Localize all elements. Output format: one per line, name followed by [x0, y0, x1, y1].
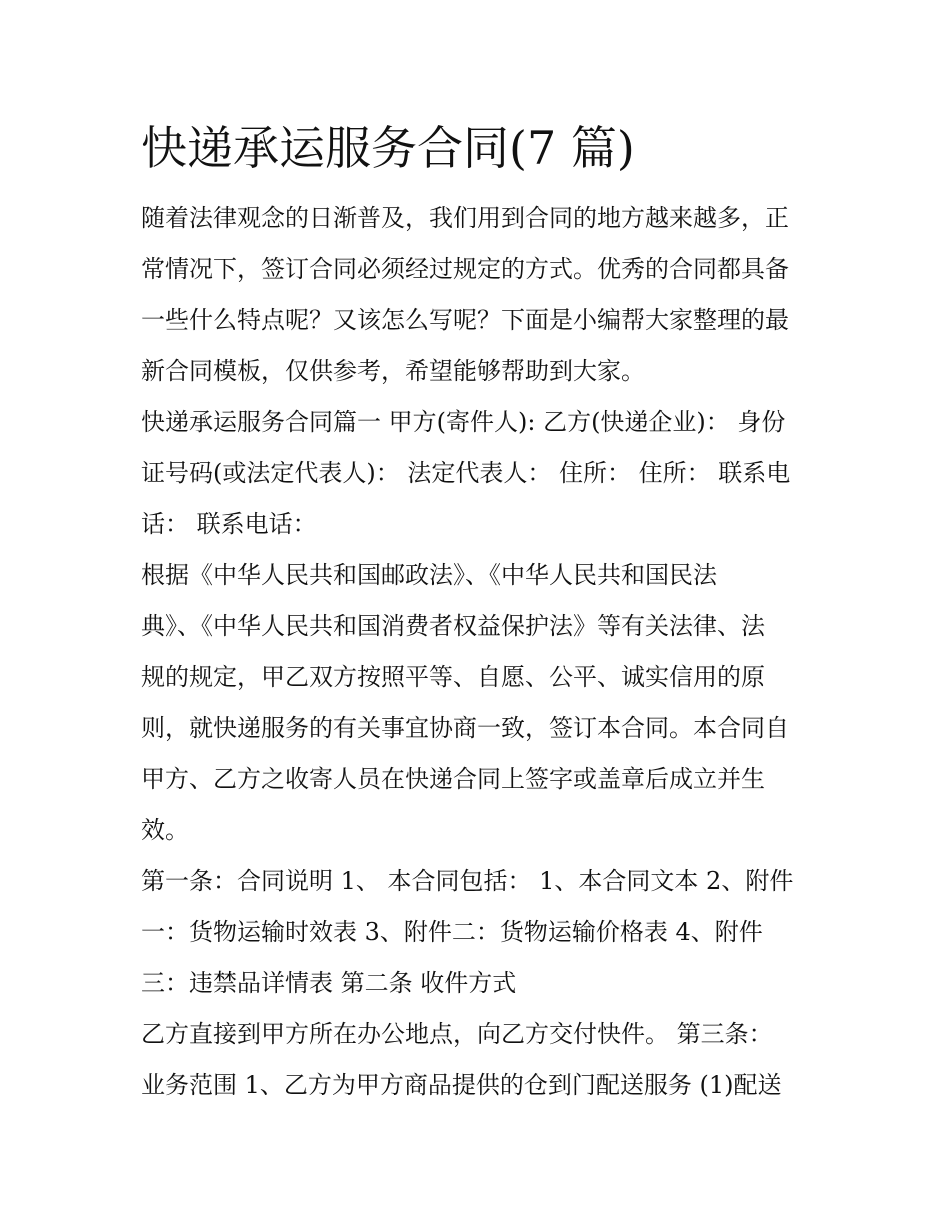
text-line: 快递承运服务合同篇一 甲方(寄件人): 乙方(快递企业)： 身份 — [141, 408, 786, 436]
paragraph-parties — [141, 397, 813, 550]
text-line: 效。 — [141, 816, 189, 844]
text-line: 证号码(或法定代表人)： 法定代表人： 住所： 住所： 联系电 — [141, 459, 791, 487]
document-title: 快递承运服务合同(7 篇) — [141, 121, 635, 175]
text-line: 常情况下，签订合同必须经过规定的方式。优秀的合同都具备 — [141, 255, 789, 283]
paragraph-legal-basis — [141, 550, 813, 856]
paragraph-article-one — [141, 856, 813, 1009]
text-line: 乙方直接到甲方所在办公地点，向乙方交付快件。 第三条： — [141, 1020, 773, 1048]
text-line: 话： 联系电话： — [141, 510, 317, 538]
paragraph-article-three — [141, 1009, 813, 1111]
text-line: 新合同模板，仅供参考，希望能够帮助到大家。 — [141, 357, 645, 385]
text-line: 三：违禁品详情表 第二条 收件方式 — [141, 969, 517, 997]
text-line: 根据《中华人民共和国邮政法》、《中华人民共和国民法 — [141, 561, 717, 589]
document-page — [141, 118, 813, 1111]
text-line: 一：货物运输时效表 3、附件二：货物运输价格表 4、附件 — [141, 918, 763, 946]
text-line: 则，就快递服务的有关事宜协商一致，签订本合同。本合同自 — [141, 714, 789, 742]
text-line: 业务范围 1、乙方为甲方商品提供的仓到门配送服务 (1)配送 — [141, 1071, 782, 1099]
text-line: 典》、《中华人民共和国消费者权益保护法》等有关法律、法 — [141, 612, 765, 640]
text-line: 甲方、乙方之收寄人员在快递合同上签字或盖章后成立并生 — [141, 765, 765, 793]
text-line: 一些什么特点呢？又该怎么写呢？下面是小编帮大家整理的最 — [141, 306, 789, 334]
text-line: 随着法律观念的日渐普及，我们用到合同的地方越来越多，正 — [141, 204, 789, 232]
text-line: 第一条：合同说明 1、 本合同包括： 1、本合同文本 2、附件 — [141, 867, 794, 895]
text-line: 规的规定，甲乙双方按照平等、自愿、公平、诚实信用的原 — [141, 663, 765, 691]
paragraph-intro — [141, 193, 813, 397]
